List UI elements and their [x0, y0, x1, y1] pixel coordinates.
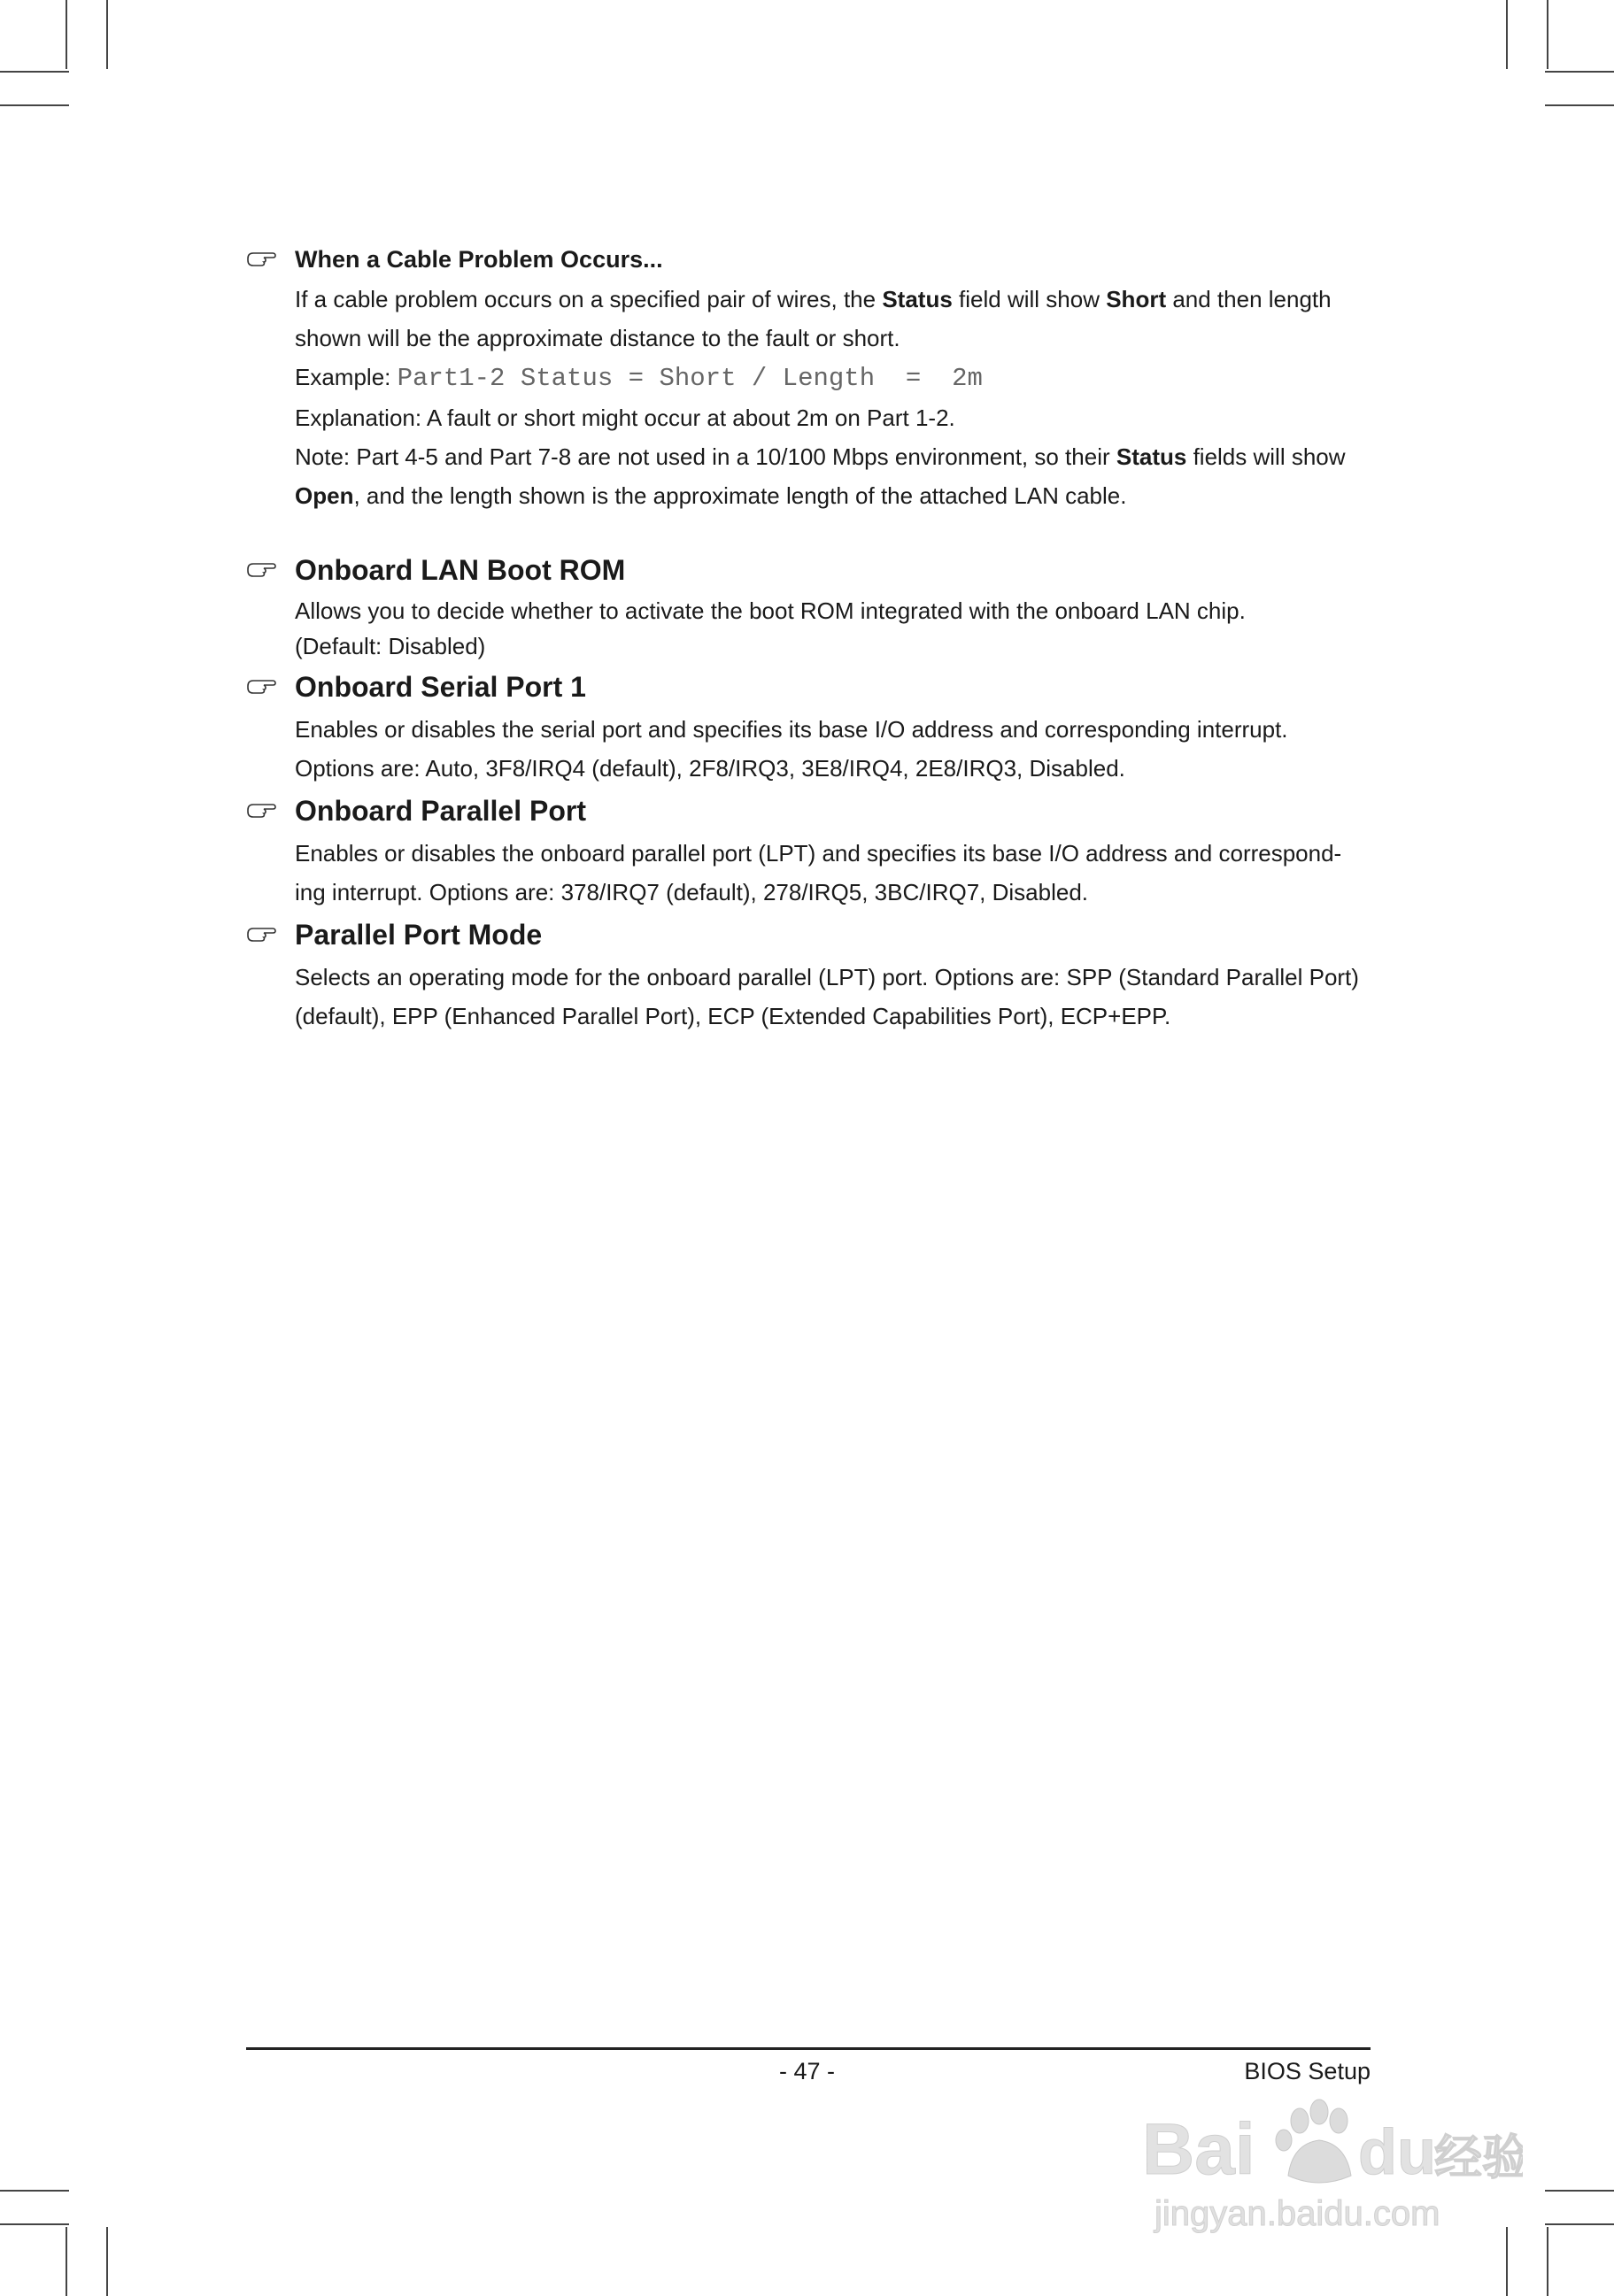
crop-mark: [0, 2223, 69, 2225]
crop-mark: [1506, 2227, 1508, 2296]
bold-status: Status: [1116, 443, 1187, 470]
page-content: [246, 239, 1371, 1036]
paw-icon: [1276, 2100, 1351, 2183]
bold-status: Status: [882, 286, 953, 312]
options-line: Options are: Auto, 3F8/IRQ4 (default), 2F8/IRQ3, 3E8/IRQ4, 2E8/IRQ3, Disabled.: [295, 755, 1125, 782]
section-parallel-port-mode: [246, 912, 1371, 1036]
crop-mark: [66, 0, 67, 69]
pointing-hand-icon: [246, 560, 278, 580]
crop-mark: [1547, 0, 1548, 69]
svg-text:Bai: Bai: [1142, 2109, 1255, 2190]
crop-mark: [66, 2227, 67, 2296]
crop-mark: [1545, 104, 1614, 106]
crop-mark: [1545, 2190, 1614, 2192]
text-run: and then length shown will be the approximate distance to the fault or short.: [295, 286, 1332, 351]
page-number: - 47 -: [778, 2058, 836, 2084]
explanation-line: Explanation: A fault or short might occur at about 2m on Part 1-2.: [295, 404, 955, 431]
section-parallel-port: [246, 788, 1371, 912]
baidu-watermark: [1142, 2085, 1523, 2236]
bold-open: Open: [295, 482, 354, 509]
pointing-hand-icon: [246, 925, 278, 944]
section-heading: Onboard Serial Port 1: [295, 671, 586, 703]
crop-mark: [1545, 2223, 1614, 2225]
pointing-hand-icon: [246, 250, 278, 269]
text-run: field will show: [952, 286, 1107, 312]
spacer: [246, 515, 1371, 547]
crop-mark: [106, 2227, 108, 2296]
crop-mark: [1547, 2227, 1548, 2296]
running-title: BIOS Setup: [1244, 2058, 1371, 2084]
watermark-graphic: [1142, 2085, 1523, 2236]
text-run: , and the length shown is the approximate length of the attached LAN cable.: [353, 482, 1127, 509]
default-line: (Default: Disabled): [295, 633, 486, 659]
description-paragraph: Selects an operating mode for the onboard parallel (LPT) port. Options are: SPP (Standard Parallel Port) (default), EPP (Enhanced Parallel Port), ECP (Extended Capabilities Port), ECP+EPP.: [295, 964, 1359, 1029]
crop-mark: [1545, 71, 1614, 73]
svg-text:经验: 经验: [1434, 2130, 1523, 2185]
section-serial-port: [246, 664, 1371, 788]
pointing-hand-icon: [246, 801, 278, 821]
section-lan-boot-rom: [246, 547, 1371, 664]
section-heading: Onboard LAN Boot ROM: [295, 554, 626, 586]
description-line: Allows you to decide whether to activate the boot ROM integrated with the onboard LAN chip.: [295, 597, 1246, 624]
text-run: Note: Part 4-5 and Part 7-8 are not used in a 10/100 Mbps environment, so their: [295, 443, 1116, 470]
example-code: Part1-2 Status = Short / Length = 2m: [397, 364, 983, 393]
example-line: [295, 358, 1371, 398]
svg-text:du: du: [1358, 2117, 1436, 2188]
crop-mark: [106, 0, 108, 69]
bold-short: Short: [1106, 286, 1167, 312]
crop-mark: [0, 71, 69, 73]
crop-mark: [0, 2190, 69, 2192]
text-run: If a cable problem occurs on a specified pair of wires, the: [295, 286, 883, 312]
section-cable-problem: [246, 239, 1371, 515]
svg-text:jingyan.baidu.com: jingyan.baidu.com: [1155, 2194, 1440, 2233]
text-run: fields will show: [1186, 443, 1346, 470]
crop-mark: [1506, 0, 1508, 69]
section-heading: When a Cable Problem Occurs...: [295, 246, 663, 273]
note-paragraph: [295, 437, 1371, 515]
pointing-hand-icon: [246, 677, 278, 697]
description-line: Enables or disables the serial port and specifies its base I/O address and corresponding interrupt.: [295, 716, 1288, 743]
footer-rule: [246, 2047, 1371, 2050]
section-heading: Onboard Parallel Port: [295, 795, 586, 827]
description-paragraph: Enables or disables the onboard parallel port (LPT) and specifies its base I/O address and correspond-ing interrupt. Options are: 378/IRQ7 (default), 278/IRQ5, 3BC/IRQ7, Disabled.: [295, 840, 1342, 905]
cable-problem-paragraph: [295, 280, 1371, 358]
crop-mark: [0, 104, 69, 106]
example-label: Example:: [295, 364, 398, 390]
section-heading: Parallel Port Mode: [295, 919, 543, 951]
